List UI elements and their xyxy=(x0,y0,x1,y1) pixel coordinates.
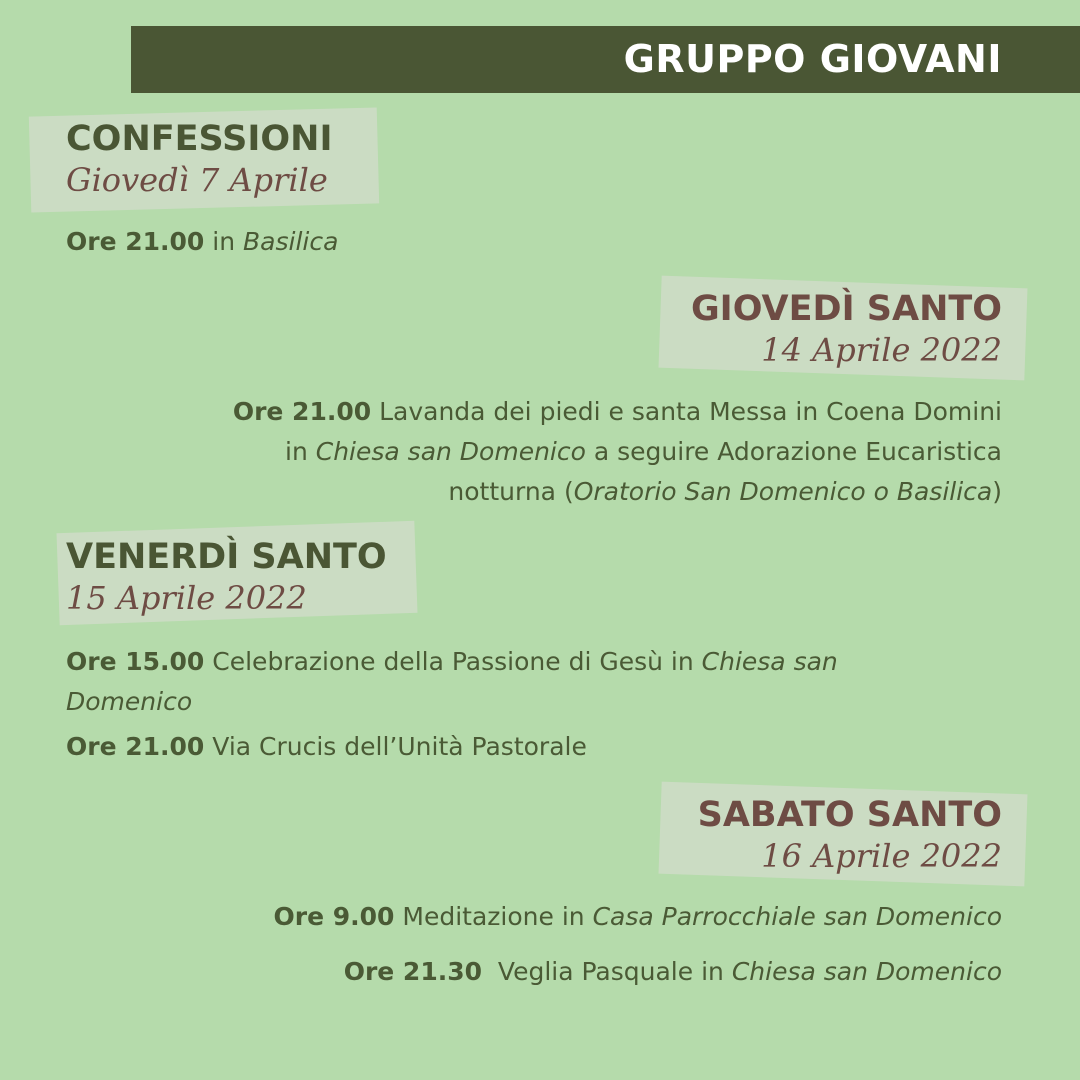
section-title-venerdi-santo: VENERDÌ SANTO xyxy=(66,537,387,577)
section-date-giovedi-santo: 14 Aprile 2022 xyxy=(761,331,1002,369)
event-line: notturna (Oratorio San Domenico o Basilica) xyxy=(448,477,1002,506)
section-date-confessioni: Giovedì 7 Aprile xyxy=(66,161,328,199)
event-line: Ore 21.30 Veglia Pasquale in Chiesa san Domenico xyxy=(343,957,1002,986)
section-date-venerdi-santo: 15 Aprile 2022 xyxy=(66,579,307,617)
event-line: Domenico xyxy=(66,687,193,716)
header-bar xyxy=(131,26,1080,93)
event-line: Ore 21.00 Lavanda dei piedi e santa Messa in Coena Domini xyxy=(232,397,1002,426)
section-title-sabato-santo: SABATO SANTO xyxy=(697,795,1002,835)
event-line: Ore 15.00 Celebrazione della Passione di Gesù in Chiesa san xyxy=(66,647,838,676)
event-line: in Chiesa san Domenico a seguire Adorazione Eucaristica xyxy=(285,437,1002,466)
section-date-sabato-santo: 16 Aprile 2022 xyxy=(761,837,1002,875)
section-title-giovedi-santo: GIOVEDÌ SANTO xyxy=(690,289,1002,329)
section-title-confessioni: CONFESSIONI xyxy=(66,119,333,159)
event-line: Ore 21.00 Via Crucis dell’Unità Pastorale xyxy=(66,732,587,761)
event-line: Ore 9.00 Meditazione in Casa Parrocchiale san Domenico xyxy=(273,902,1002,931)
event-line: Ore 21.00 in Basilica xyxy=(66,227,339,256)
header-title: GRUPPO GIOVANI xyxy=(623,37,1002,81)
